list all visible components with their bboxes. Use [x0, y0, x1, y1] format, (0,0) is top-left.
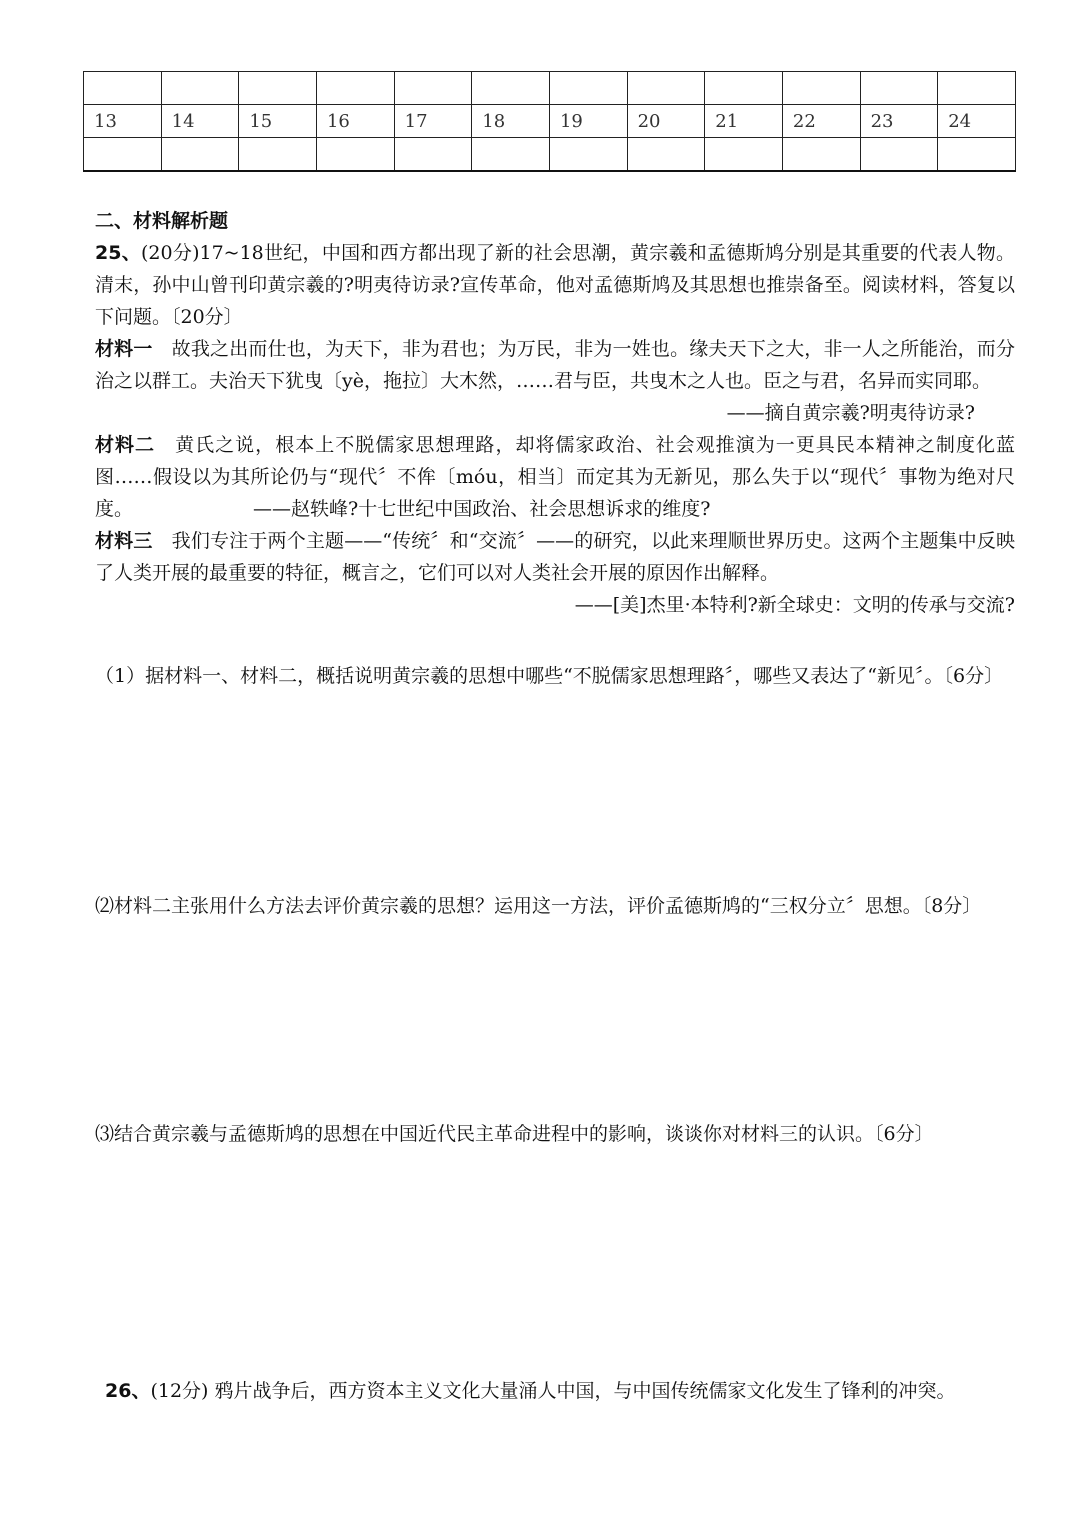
answer-cell[interactable] [782, 72, 860, 105]
answer-cell[interactable] [316, 138, 394, 172]
question-number-cell: 24 [938, 105, 1016, 138]
answer-cell[interactable] [316, 72, 394, 105]
question-number-cell: 22 [782, 105, 860, 138]
section-title: 二、材料解析题 [95, 210, 229, 232]
question-25-block [95, 205, 1015, 621]
answer-cell[interactable] [938, 138, 1016, 172]
material-3-label: 材料三 [95, 530, 153, 552]
answer-cell[interactable] [161, 138, 239, 172]
answer-cell[interactable] [84, 72, 162, 105]
question-number-cell: 13 [84, 105, 162, 138]
material-2 [95, 429, 1015, 525]
answer-cell[interactable] [549, 72, 627, 105]
q26-text: (12分) 鸦片战争后，西方资本主义文化大量涌人中国，与中国传统儒家文化发生了锋利的冲突。 [150, 1380, 956, 1402]
answer-cell[interactable] [394, 138, 472, 172]
question-number-cell: 16 [316, 105, 394, 138]
material-2-label: 材料二 [95, 434, 156, 456]
q25-intro-text: (20分)17~18世纪，中国和西方都出现了新的社会思潮，黄宗羲和孟德斯鸠分别是其重要的代表人物。清末，孙中山曾刊印黄宗羲的?明夷待访录?宣传革命，他对孟德斯鸠及其思想也推崇备至。阅读材料，答复以下问题。〔20分〕 [95, 242, 1015, 328]
answer-cell[interactable] [938, 72, 1016, 105]
question-number-cell: 23 [860, 105, 938, 138]
question-number-cell: 20 [627, 105, 705, 138]
answer-cell[interactable] [549, 138, 627, 172]
material-3-source: ——[美]杰里·本特利?新全球史：文明的传承与交流? [574, 594, 1015, 616]
question-number-cell: 15 [239, 105, 317, 138]
q25-subquestion-2: ⑵材料二主张用什么方法去评价黄宗羲的思想？运用这一方法，评价孟德斯鸠的“三权分立〞思想。〔8分〕 [95, 895, 982, 917]
answer-cell[interactable] [860, 72, 938, 105]
material-1-text: 故我之出而仕也，为天下，非为君也；为万民，非为一姓也。缘夫天下之大，非一人之所能治，而分治之以群工。夫治天下犹曳〔yè，拖拉〕大木然，……君与臣，共曳木之人也。臣之与君，名异而实同耶。 [95, 338, 1015, 392]
answer-table [83, 71, 1016, 172]
question-number-cell: 14 [161, 105, 239, 138]
q26-number: 26、 [105, 1380, 151, 1402]
answer-cell[interactable] [705, 138, 783, 172]
q25-number: 25、 [95, 242, 141, 264]
answer-cell[interactable] [627, 138, 705, 172]
answer-row-blank-bottom [84, 138, 1016, 172]
answer-cell[interactable] [627, 72, 705, 105]
answer-cell[interactable] [239, 72, 317, 105]
question-number-cell: 19 [549, 105, 627, 138]
material-1 [95, 333, 1015, 424]
answer-cell[interactable] [705, 72, 783, 105]
answer-cell[interactable] [394, 72, 472, 105]
answer-cell[interactable] [84, 138, 162, 172]
q25-subquestion-1: （1）据材料一、材料二，概括说明黄宗羲的思想中哪些“不脱儒家思想理路〞，哪些又表达了“新见〞。〔6分〕 [95, 665, 1004, 687]
material-3 [95, 525, 1015, 621]
material-3-text: 我们专注于两个主题——“传统〞和“交流〞——的研究，以此来理顺世界历史。这两个主题集中反映了人类开展的最重要的特征，概言之，它们可以对人类社会开展的原因作出解释。 [95, 530, 1015, 584]
material-1-source: ——摘自黄宗羲?明夷待访录? [726, 402, 975, 424]
question-number-cell: 17 [394, 105, 472, 138]
q25-subquestion-3: ⑶结合黄宗羲与孟德斯鸠的思想在中国近代民主革命进程中的影响，谈谈你对材料三的认识。〔6分〕 [95, 1123, 934, 1145]
answer-cell[interactable] [472, 72, 550, 105]
answer-cell[interactable] [472, 138, 550, 172]
material-2-source: ——赵轶峰?十七世纪中国政治、社会思想诉求的维度? [253, 498, 711, 520]
answer-row-blank-top [84, 72, 1016, 105]
question-number-cell: 18 [472, 105, 550, 138]
answer-cell[interactable] [782, 138, 860, 172]
question-26-block [105, 1375, 1017, 1407]
answer-cell[interactable] [860, 138, 938, 172]
material-1-label: 材料一 [95, 338, 153, 360]
answer-row-numbers [84, 105, 1016, 138]
question-number-cell: 21 [705, 105, 783, 138]
answer-cell[interactable] [161, 72, 239, 105]
answer-cell[interactable] [239, 138, 317, 172]
material-2-text: 黄氏之说，根本上不脱儒家思想理路，却将儒家政治、社会观推演为一更具民本精神之制度化蓝图……假设以为其所论仍与“现代〞不侔〔móu，相当〕而定其为无新见，那么失于以“现代〞事物为绝对尺度。 [95, 434, 1015, 520]
q25-intro [95, 237, 1015, 333]
